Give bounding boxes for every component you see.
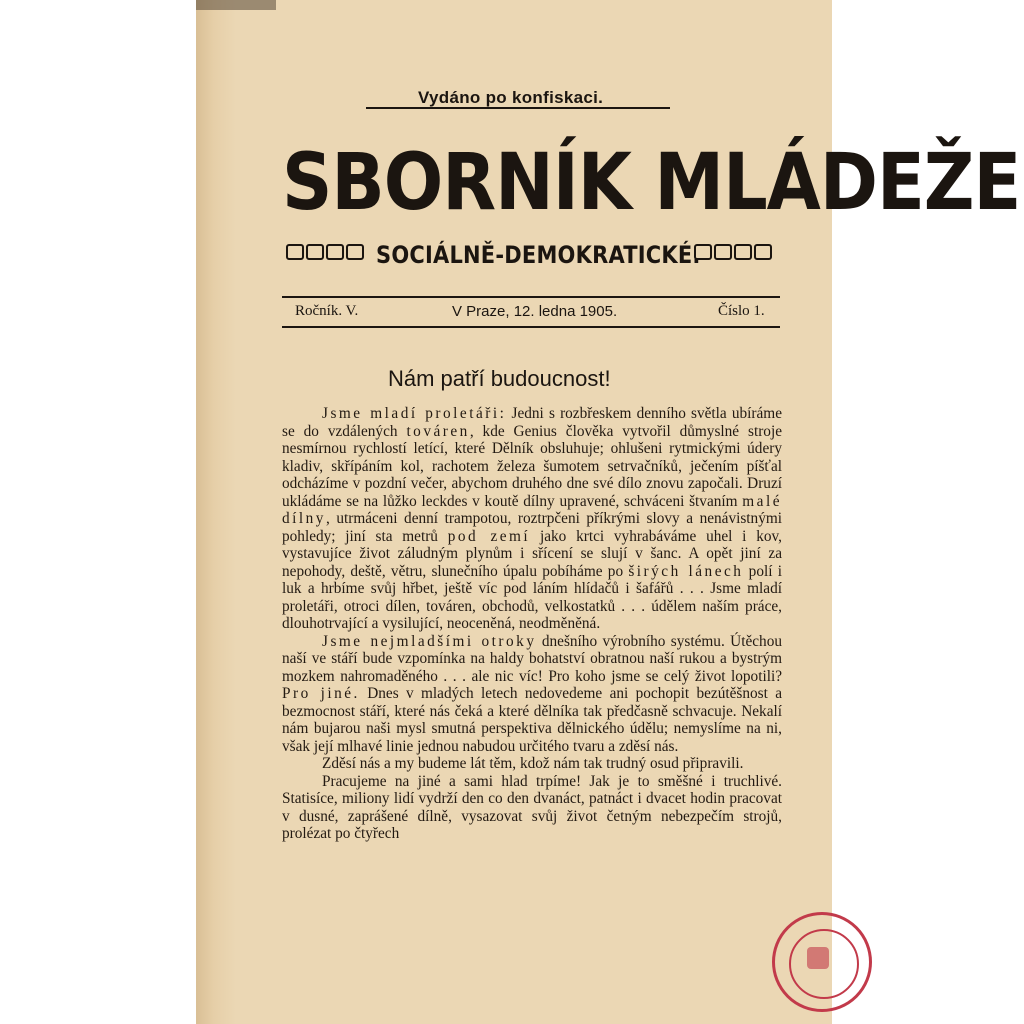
- body-text: , utrmáceni denní trampotou, roztrpčeni příkrými slovy a nenávistnými pohledy; jiní sta metrů: [282, 510, 782, 545]
- masthead-subtitle: SOCIÁLNĚ-DEMOKRATICKÉ.: [376, 241, 701, 269]
- stamp-emblem-icon: [807, 947, 829, 969]
- volume-label: Ročník. V.: [295, 303, 359, 319]
- emphasis-text: malé dílny: [282, 492, 782, 527]
- right-ornament: [694, 244, 772, 262]
- paragraph-1: [282, 405, 782, 633]
- masthead-title: SBORNÍK MLÁDEŽE: [282, 136, 1021, 228]
- emphasis-text: pod zemí: [447, 527, 531, 545]
- article-body: [282, 405, 782, 843]
- body-text: , kde Genius člověka vytvořil důmyslné stroje nesmírnou rychlostí letící, které Dělník obsluhuje; ohlušeni rytmickými údery kladiv, skřípáním kol, rachotem železa šumotem setrvačníků, ječením píšťal odcházíme v pozdní večer, abychom druhého dne své dílo znovu započali. Druzí ukládáme se na lůžko leckdes v koutě dílny upravené, schváceni štvaním: [282, 422, 782, 510]
- body-text: jako krtci vyhrabáváme uhel i kov, vystavujíce život záludným plynům i sřícení se slují v šanc. A opět jiní za nepohody, deště, větru, slunečního úpalu pobíháme po: [282, 527, 782, 580]
- issue-number: Číslo 1.: [718, 303, 765, 319]
- paragraph-3: Zděsí nás a my budeme lát těm, kdož nám tak trudný osud připravili.: [322, 755, 744, 772]
- paragraph-2: [282, 633, 782, 756]
- page-edge-shadow: [196, 0, 276, 10]
- body-text: polí i luk a hrbíme svůj hřbet, ještě víc pod láním hlídačů i šafářů . . . Jsme mladí proletáři, otroci dílen, továren, obchodů, velkostatků . . . údělem naším práce, dlouhotrvající a vysilující, neoceněná, neodměněná.: [282, 562, 782, 632]
- date-place: V Praze, 12. ledna 1905.: [452, 303, 618, 320]
- emphasis-text: továren: [406, 422, 470, 440]
- article-heading: Nám patří budoucnost!: [388, 366, 611, 391]
- emphasis-text: Jsme nejmladšími otroky: [322, 632, 537, 650]
- paragraph-4: Pracujeme na jiné a sami hlad trpíme! Jak je to směšné i truchlivé. Statisíce, miliony lidí vydrží den co den dvanáct, patnáct i dvacet hodin pracovat v dusné, zaprášené dílně, vysazovat svůj život četným nebezpečím strojů, prolézat po čtyřech: [282, 772, 782, 842]
- left-ornament: [286, 244, 364, 262]
- body-text: Dnes v mladých letech nedovedeme ani pochopit bezútěšnost a bezmocnost stáří, které nás čeká a které dělníka tak předčasně schvacuje. Nekalí nám bujarou naši mysl smutná perspektiva dělnického údělu; nemyslíme na ni, však její mlhavé linie jednou nabudou určitého tvaru a zděsí nás.: [282, 685, 782, 755]
- meta-top-rule: [282, 296, 780, 298]
- emphasis-text: širých lánech: [628, 562, 744, 580]
- library-stamp: [772, 912, 872, 1012]
- emphasis-text: Jsme mladí proletáři:: [322, 405, 507, 422]
- body-text: dnešního výrobního systému. Útěchou naší ve stáří bude vzpomínka na haldy bohatství obratnou naší rukou a bystrým mozkem nahromaděného . . . ale nic víc! Pro koho jsme se celý život lopotili?: [282, 632, 782, 685]
- confiscation-notice: Vydáno po konfiskaci.: [418, 88, 604, 107]
- meta-bottom-rule: [282, 326, 780, 328]
- emphasis-text: Pro jiné.: [282, 685, 360, 702]
- body-text: Jedni s rozbřeskem denního světla ubíráme se do vzdálených: [282, 405, 782, 440]
- notice-rule: [366, 107, 670, 109]
